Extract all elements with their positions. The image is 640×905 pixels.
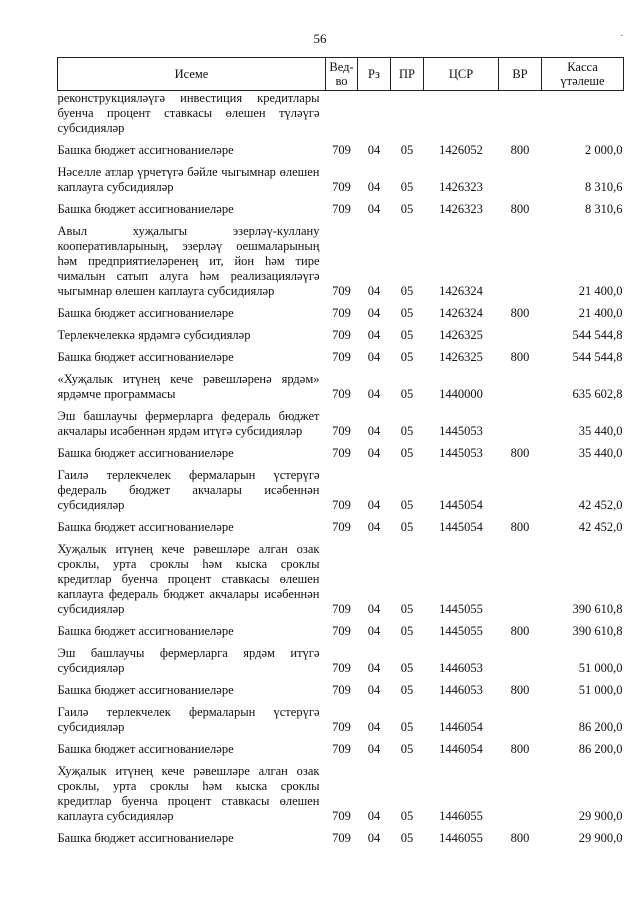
cell-name: Гаилә терлекчелек фермаларын үстерүгә субсидияләр xyxy=(57,705,320,734)
cell-sum: 51 000,0 xyxy=(578,661,623,675)
cell-sum: 35 440,0 xyxy=(578,446,623,460)
table-row xyxy=(58,698,624,735)
cell-ved: 709 xyxy=(332,350,351,364)
cell-ved: 709 xyxy=(332,143,351,157)
cell-rz: 04 xyxy=(367,809,381,823)
cell-rz: 04 xyxy=(367,720,381,734)
cell-rz: 04 xyxy=(367,498,381,512)
cell-csr: 1426325 xyxy=(439,328,483,342)
cell-rz: 04 xyxy=(367,350,381,364)
cell-vr xyxy=(499,365,542,402)
cell-rz: 04 xyxy=(367,180,381,194)
cell-rz: 04 xyxy=(367,661,381,675)
table-row xyxy=(58,735,624,757)
cell-name: Башка бюджет ассигнованиеләре xyxy=(57,520,234,534)
cell-name: Башка бюджет ассигнованиеләре xyxy=(57,350,234,364)
corner-mark: · xyxy=(620,30,624,42)
cell-pr: 05 xyxy=(400,602,414,616)
table-row xyxy=(58,365,624,402)
cell-ved: 709 xyxy=(332,742,351,756)
cell-csr: 1446054 xyxy=(439,742,483,756)
table-row xyxy=(58,217,624,299)
cell-sum: 35 440,0 xyxy=(578,424,623,438)
table-row xyxy=(58,195,624,217)
page-number: 56 xyxy=(313,31,327,46)
cell-pr: 05 xyxy=(400,424,414,438)
cell-ved: 709 xyxy=(332,683,351,697)
cell-vr xyxy=(499,757,542,824)
cell-pr: 05 xyxy=(400,387,414,401)
cell-csr: 1446055 xyxy=(439,831,483,845)
cell-ved: 709 xyxy=(332,661,351,675)
cell-ved: 709 xyxy=(332,424,351,438)
cell-name: Башка бюджет ассигнованиеләре xyxy=(57,624,234,638)
cell-pr: 05 xyxy=(400,720,414,734)
cell-csr: 1446055 xyxy=(439,809,483,823)
cell-pr: 05 xyxy=(400,284,414,298)
table-body xyxy=(58,91,624,847)
cell-pr: 05 xyxy=(400,520,414,534)
cell-name: Эш башлаучы фермерларга федераль бюджет акчалары исәбеннән ярдәм итүгә субсидияләр xyxy=(57,409,320,438)
cell-name: Башка бюджет ассигнованиеләре xyxy=(57,683,234,697)
cell-ved: 709 xyxy=(332,284,351,298)
cell-vr xyxy=(499,639,542,676)
cell-csr: 1445053 xyxy=(439,446,483,460)
header-ved-line2: во xyxy=(335,74,348,88)
cell-vr xyxy=(499,698,542,735)
cell-rz: 04 xyxy=(367,520,381,534)
cell-vr: 800 xyxy=(510,683,530,697)
cell-sum: 29 900,0 xyxy=(578,809,623,823)
cell-sum: 8 310,6 xyxy=(585,202,623,216)
cell-sum: 390 610,8 xyxy=(572,602,623,616)
cell-csr: 1426323 xyxy=(439,202,483,216)
cell-pr: 05 xyxy=(400,498,414,512)
table-row xyxy=(58,757,624,824)
cell-rz: 04 xyxy=(367,424,381,438)
cell-name: «Хуҗалык итүнең кече рәвешләренә ярдәм» ярдәмче программасы xyxy=(57,372,320,401)
cell-rz: 04 xyxy=(367,624,381,638)
table-row xyxy=(58,299,624,321)
cell-name: Гаилә терлекчелек фермаларын үстерүгә федераль бюджет акчалары исәбеннән субсидияләр xyxy=(57,468,320,512)
cell-name: Башка бюджет ассигнованиеләре xyxy=(57,831,234,845)
cell-sum: 51 000,0 xyxy=(578,683,623,697)
header-sum-line2: үтәлеше xyxy=(560,74,605,88)
cell-vr xyxy=(499,91,542,137)
cell-pr: 05 xyxy=(400,831,414,845)
cell-rz: 04 xyxy=(367,683,381,697)
cell-csr xyxy=(424,91,499,137)
cell-csr: 1446054 xyxy=(439,720,483,734)
table-row xyxy=(58,461,624,513)
cell-csr: 1445055 xyxy=(439,602,483,616)
cell-csr: 1440000 xyxy=(439,387,483,401)
cell-csr: 1426325 xyxy=(439,350,483,364)
cell-name: Нәселле атлар үрчетүгә бәйле чыгымнар өлешен каплауга субсидияләр xyxy=(57,165,320,194)
cell-name: реконструкцияләүгә инвестиция кредитлары буенча процент ставкасы өлешен түләүгә субсидияләр xyxy=(57,91,320,135)
header-csr: ЦСР xyxy=(424,58,499,91)
cell-vr: 800 xyxy=(510,520,530,534)
cell-vr xyxy=(499,158,542,195)
cell-sum: 42 452,0 xyxy=(578,498,623,512)
cell-sum: 2 000,0 xyxy=(585,143,623,157)
cell-vr xyxy=(499,535,542,617)
cell-pr xyxy=(391,91,424,137)
cell-rz: 04 xyxy=(367,143,381,157)
cell-sum: 86 200,0 xyxy=(578,742,623,756)
cell-csr: 1446053 xyxy=(439,661,483,675)
table-row xyxy=(58,402,624,439)
cell-rz: 04 xyxy=(367,742,381,756)
cell-sum: 544 544,8 xyxy=(572,328,623,342)
cell-vr: 800 xyxy=(510,202,530,216)
cell-name: Хуҗалык итүнең кече рәвешләре алган озак сроклы, урта сроклы һәм кыска сроклы кредитлар буенча процент ставкасы өлешен каплауга субсидияләр xyxy=(57,764,320,823)
cell-csr: 1446053 xyxy=(439,683,483,697)
cell-csr: 1445055 xyxy=(439,624,483,638)
cell-name: Башка бюджет ассигнованиеләре xyxy=(57,143,234,157)
cell-pr: 05 xyxy=(400,328,414,342)
cell-pr: 05 xyxy=(400,446,414,460)
cell-rz: 04 xyxy=(367,306,381,320)
cell-vr xyxy=(499,402,542,439)
table-row xyxy=(58,343,624,365)
header-sum-line1: Касса xyxy=(567,60,598,74)
cell-ved: 709 xyxy=(332,602,351,616)
cell-vr: 800 xyxy=(510,624,530,638)
cell-csr: 1445053 xyxy=(439,424,483,438)
cell-ved: 709 xyxy=(332,387,351,401)
cell-sum: 635 602,8 xyxy=(572,387,623,401)
cell-pr: 05 xyxy=(400,809,414,823)
cell-vr: 800 xyxy=(510,446,530,460)
table-row xyxy=(58,676,624,698)
table-row xyxy=(58,136,624,158)
budget-table xyxy=(57,57,624,846)
header-ved xyxy=(326,58,358,91)
cell-sum: 390 610,8 xyxy=(572,624,623,638)
header-sum xyxy=(542,58,624,91)
cell-vr xyxy=(499,217,542,299)
cell-name: Башка бюджет ассигнованиеләре xyxy=(57,742,234,756)
cell-pr: 05 xyxy=(400,624,414,638)
cell-sum: 29 900,0 xyxy=(578,831,623,845)
cell-name: Башка бюджет ассигнованиеләре xyxy=(57,202,234,216)
table-row xyxy=(58,639,624,676)
cell-pr: 05 xyxy=(400,202,414,216)
cell-sum: 42 452,0 xyxy=(578,520,623,534)
cell-rz: 04 xyxy=(367,284,381,298)
cell-pr: 05 xyxy=(400,683,414,697)
cell-pr: 05 xyxy=(400,661,414,675)
cell-ved: 709 xyxy=(332,180,351,194)
cell-rz: 04 xyxy=(367,328,381,342)
cell-ved: 709 xyxy=(332,520,351,534)
header-vr: ВР xyxy=(499,58,542,91)
table-row xyxy=(58,439,624,461)
cell-name: Башка бюджет ассигнованиеләре xyxy=(57,306,234,320)
cell-sum: 21 400,0 xyxy=(578,284,623,298)
cell-ved: 709 xyxy=(332,720,351,734)
cell-sum xyxy=(542,91,624,137)
cell-name: Башка бюджет ассигнованиеләре xyxy=(57,446,234,460)
header-ved-line1: Вед- xyxy=(329,60,354,74)
cell-vr xyxy=(499,461,542,513)
cell-pr: 05 xyxy=(400,143,414,157)
cell-vr xyxy=(499,321,542,343)
cell-vr: 800 xyxy=(510,306,530,320)
cell-vr: 800 xyxy=(510,350,530,364)
cell-sum: 86 200,0 xyxy=(578,720,623,734)
cell-name: Терлекчелеккә ярдәмгә субсидияләр xyxy=(57,328,251,342)
cell-vr: 800 xyxy=(510,143,530,157)
cell-rz: 04 xyxy=(367,387,381,401)
cell-csr: 1426324 xyxy=(439,284,483,298)
header-rz: Рз xyxy=(358,58,391,91)
cell-name: Хуҗалык итүнең кече рәвешләре алган озак сроклы, урта сроклы һәм кыска сроклы кредитлар буенча процент ставкасы өлешен каплауга федераль бюджет акчалары исәбеннән субсидияләр xyxy=(57,542,320,616)
table-row xyxy=(58,824,624,846)
table-row xyxy=(58,617,624,639)
cell-name: Эш башлаучы фермерларга ярдәм итүгә субсидияләр xyxy=(57,646,320,675)
cell-csr: 1445054 xyxy=(439,520,483,534)
cell-csr: 1426323 xyxy=(439,180,483,194)
cell-ved: 709 xyxy=(332,328,351,342)
cell-pr: 05 xyxy=(400,350,414,364)
cell-pr: 05 xyxy=(400,180,414,194)
cell-ved: 709 xyxy=(332,446,351,460)
cell-rz: 04 xyxy=(367,446,381,460)
cell-name: Авыл хуҗалыгы эзерләү-куллану кооперативларының, эзерләү оешмаларының һәм предприятиеләренең ит, йон һәм тире чималын сатып алуга һәм реализацияләүгә чыгымнар өлешен каплауга субсидияләр xyxy=(57,224,320,298)
table-row xyxy=(58,513,624,535)
cell-rz: 04 xyxy=(367,831,381,845)
cell-ved: 709 xyxy=(332,809,351,823)
cell-rz: 04 xyxy=(367,602,381,616)
cell-vr: 800 xyxy=(510,831,530,845)
table-header xyxy=(58,58,624,91)
cell-ved xyxy=(326,91,358,137)
table-row xyxy=(58,158,624,195)
header-name: Исеме xyxy=(58,58,326,91)
cell-csr: 1426324 xyxy=(439,306,483,320)
cell-pr: 05 xyxy=(400,742,414,756)
cell-ved: 709 xyxy=(332,624,351,638)
cell-ved: 709 xyxy=(332,831,351,845)
cell-sum: 8 310,6 xyxy=(585,180,623,194)
header-pr: ПР xyxy=(391,58,424,91)
cell-ved: 709 xyxy=(332,202,351,216)
cell-pr: 05 xyxy=(400,306,414,320)
cell-vr: 800 xyxy=(510,742,530,756)
table-row xyxy=(58,91,624,137)
cell-sum: 21 400,0 xyxy=(578,306,623,320)
cell-rz: 04 xyxy=(367,202,381,216)
cell-sum: 544 544,8 xyxy=(572,350,623,364)
cell-csr: 1426052 xyxy=(439,143,483,157)
cell-ved: 709 xyxy=(332,498,351,512)
table-row xyxy=(58,535,624,617)
table-row xyxy=(58,321,624,343)
cell-ved: 709 xyxy=(332,306,351,320)
cell-csr: 1445054 xyxy=(439,498,483,512)
cell-rz xyxy=(358,91,391,137)
